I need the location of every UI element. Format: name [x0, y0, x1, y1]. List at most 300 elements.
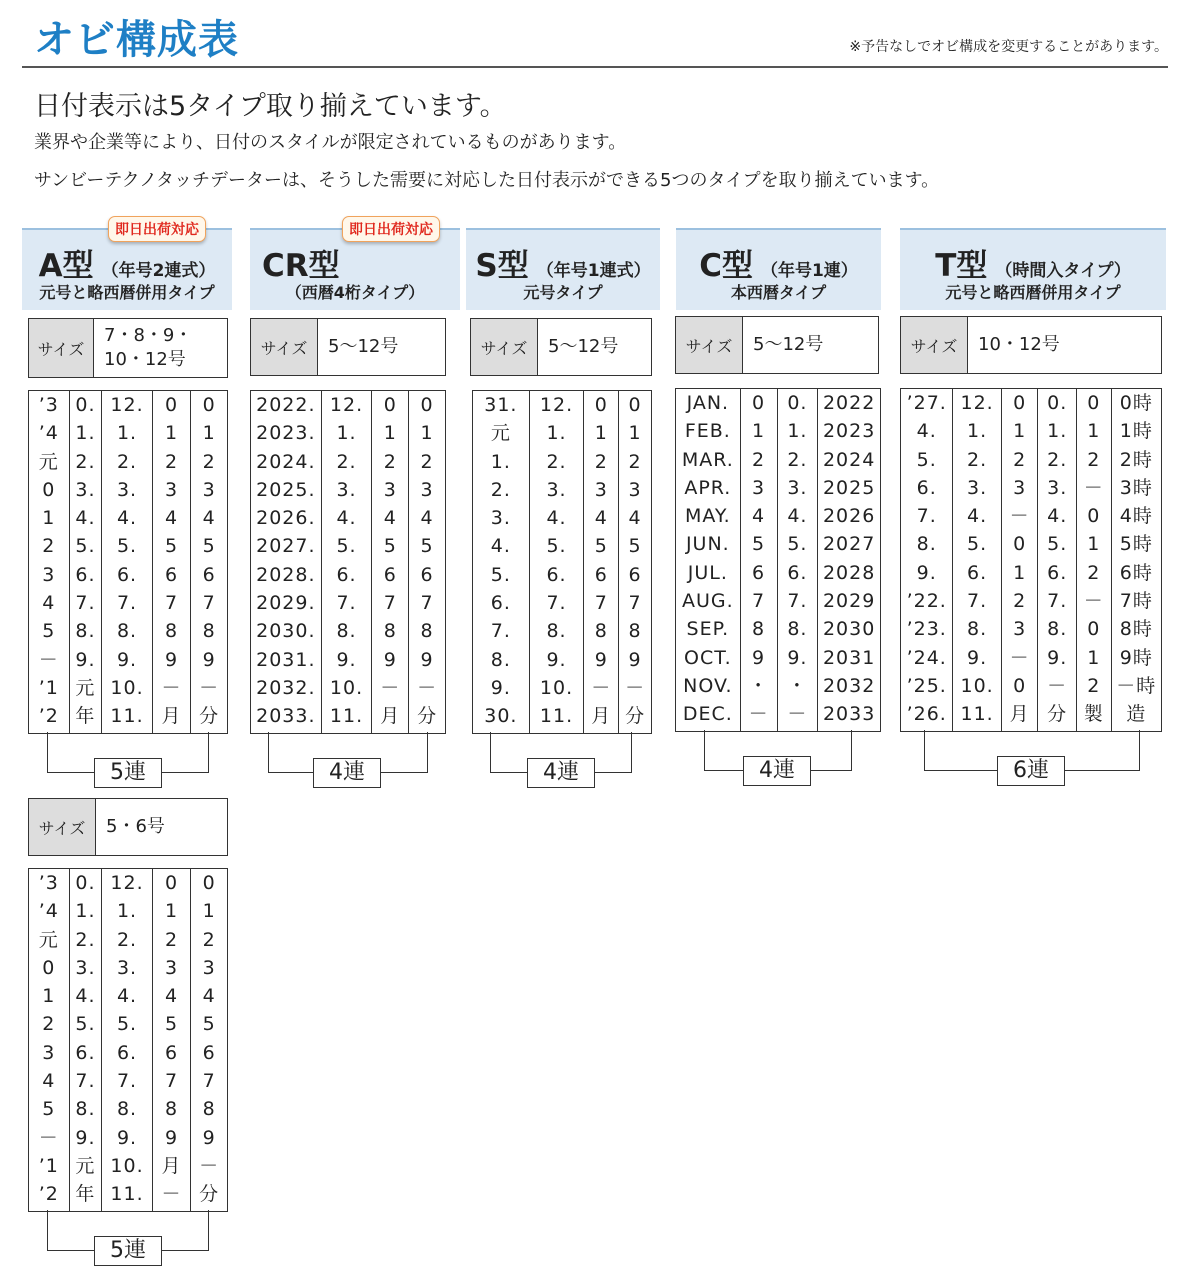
- band-cell: 8時: [1119, 618, 1153, 641]
- band-column: [778, 389, 819, 731]
- band-cell: 7.: [336, 592, 357, 615]
- band-cell: 9.: [75, 1126, 96, 1149]
- band-cell: 4.: [75, 985, 96, 1008]
- band-column: [584, 391, 619, 733]
- band-cell: 8: [202, 1098, 216, 1121]
- band-cell: 10.: [110, 676, 144, 699]
- band-cell: 9.: [546, 648, 567, 671]
- band-cell: 3: [1013, 476, 1027, 499]
- band-cell: 1: [1013, 561, 1027, 584]
- band-cell: 6: [165, 1041, 179, 1064]
- band-cell: 4: [383, 507, 397, 530]
- description-line-2: サンビーテクノタッチデーターは、そうした需要に対応した日付表示ができる5つのタイプを取り揃えています。: [34, 170, 940, 191]
- band-cell: 0: [165, 394, 179, 416]
- band-cell: 6時: [1119, 561, 1153, 584]
- size-label: サイズ: [901, 317, 968, 373]
- type-name: S型: [475, 248, 529, 284]
- band-cell: ’3: [38, 872, 59, 894]
- band-cell: 5.: [75, 1013, 96, 1036]
- band-column: [619, 391, 651, 733]
- band-cell: 3: [594, 478, 608, 501]
- band-cell: 8.: [1047, 618, 1068, 641]
- band-cell: 5.: [336, 535, 357, 558]
- band-cell: 6.: [1047, 561, 1068, 584]
- band-cell: 元: [490, 422, 511, 445]
- band-column: [409, 391, 445, 733]
- type-name: T型: [935, 248, 988, 284]
- band-cell: 0: [383, 394, 397, 416]
- band-cell: ’1: [38, 676, 59, 699]
- band-cell: 0.: [75, 872, 96, 894]
- band-cell: 月: [161, 1154, 182, 1177]
- band-cell: 4: [42, 592, 56, 615]
- band-cell: 2: [594, 450, 608, 473]
- band-cell: 9.: [916, 561, 937, 584]
- band-cell: 2.: [116, 928, 138, 951]
- type-subtitle: 元号と略西暦併用タイプ: [945, 283, 1121, 302]
- size-value: 5・6号: [106, 816, 165, 837]
- band-column: [251, 391, 322, 733]
- band-cell: 0.: [1047, 392, 1068, 414]
- band-cell: 6: [628, 563, 642, 586]
- band-cell: 9: [202, 648, 216, 671]
- band-table-cr: [250, 390, 446, 734]
- band-column: [29, 391, 70, 733]
- band-cell: －: [38, 1126, 59, 1149]
- band-cell: 2: [1087, 674, 1101, 697]
- band-cell: －: [1009, 646, 1030, 669]
- band-cell: 元: [75, 676, 96, 699]
- band-cell: 8: [165, 1098, 179, 1121]
- band-cell: 8: [628, 620, 642, 643]
- band-column: [372, 391, 409, 733]
- band-cell: 2.: [787, 448, 808, 471]
- band-cell: 4.: [916, 420, 937, 443]
- band-cell: 0.: [75, 394, 96, 416]
- band-cell: 10.: [539, 676, 574, 699]
- band-cell: ’25.: [906, 674, 947, 697]
- band-cell: ’2: [38, 705, 59, 728]
- page-title: オビ構成表: [34, 17, 239, 63]
- band-cell: －: [199, 1154, 220, 1177]
- chain-count-a: 5連: [94, 758, 162, 788]
- band-cell: 0.: [787, 392, 808, 414]
- type-subtitle: （西暦4桁タイプ）: [285, 283, 425, 302]
- band-column: [102, 869, 152, 1211]
- band-table-a-small: [28, 868, 228, 1212]
- band-cell: 3.: [116, 478, 138, 501]
- band-column: [818, 389, 880, 731]
- band-cell: 月: [161, 705, 182, 728]
- band-cell: 6.: [116, 563, 138, 586]
- band-cell: 1: [1087, 533, 1101, 556]
- band-cell: 1時: [1119, 420, 1153, 443]
- band-cell: －: [417, 676, 438, 699]
- band-cell: MAY.: [684, 505, 731, 528]
- size-row-cr: [250, 318, 446, 376]
- band-cell: 6: [383, 563, 397, 586]
- size-value: 5～12号: [548, 336, 619, 357]
- band-cell: 4.: [75, 507, 96, 530]
- band-cell: 0: [202, 394, 216, 416]
- band-cell: 3時: [1119, 476, 1153, 499]
- band-cell: MAR.: [681, 448, 734, 471]
- band-cell: －: [38, 648, 59, 671]
- band-cell: －: [1009, 505, 1030, 528]
- band-cell: ’2: [38, 1183, 59, 1206]
- band-cell: 月: [1009, 703, 1030, 726]
- band-cell: 2: [202, 928, 216, 951]
- band-cell: 0: [1087, 618, 1101, 641]
- band-cell: 4.: [116, 507, 138, 530]
- band-cell: 12.: [110, 872, 144, 894]
- title-divider: [22, 66, 1168, 68]
- band-cell: 3.: [75, 956, 96, 979]
- band-cell: －: [1083, 590, 1104, 613]
- band-cell: 0: [1087, 392, 1101, 414]
- band-cell: －: [591, 676, 612, 699]
- band-cell: 3.: [336, 478, 357, 501]
- band-cell: 分: [199, 705, 220, 728]
- type-name: CR型: [262, 248, 340, 284]
- band-cell: 8.: [75, 620, 96, 643]
- band-cell: 1.: [967, 420, 988, 443]
- band-cell: 2024.: [256, 450, 316, 473]
- band-cell: 9: [752, 646, 766, 669]
- band-cell: 9: [165, 1126, 179, 1149]
- band-cell: ・: [748, 674, 769, 697]
- band-cell: 2022.: [256, 394, 316, 416]
- type-name: A型: [38, 248, 94, 284]
- band-cell: ’3: [38, 394, 59, 416]
- band-column: [70, 869, 103, 1211]
- size-label: サイズ: [251, 319, 318, 375]
- band-cell: 9.: [490, 676, 511, 699]
- band-cell: 5.: [967, 533, 988, 556]
- band-cell: 7: [202, 1070, 216, 1093]
- band-cell: 9: [165, 648, 179, 671]
- band-cell: 9: [628, 648, 642, 671]
- band-cell: 2025: [822, 476, 876, 499]
- band-cell: 5: [628, 535, 642, 558]
- band-cell: 1: [165, 900, 179, 923]
- band-cell: 8.: [546, 620, 567, 643]
- band-cell: 1: [383, 422, 397, 445]
- band-column: [70, 391, 103, 733]
- band-cell: 1.: [75, 422, 96, 445]
- band-cell: 2: [42, 535, 56, 558]
- band-cell: 5: [420, 535, 434, 558]
- band-cell: 5.: [546, 535, 567, 558]
- band-cell: 2.: [75, 928, 96, 951]
- band-cell: 2: [202, 450, 216, 473]
- same-day-shipping-badge-a: 即日出荷対応: [108, 216, 206, 242]
- band-cell: －: [199, 676, 220, 699]
- band-cell: 2: [165, 450, 179, 473]
- band-column: [530, 391, 585, 733]
- band-cell: 1: [42, 985, 56, 1008]
- band-column: [102, 391, 152, 733]
- lead-text: 日付表示は5タイプ取り揃えています。: [34, 91, 507, 122]
- band-cell: 分: [625, 705, 646, 728]
- band-column: [191, 391, 227, 733]
- band-cell: 3.: [1047, 476, 1068, 499]
- band-cell: 2: [752, 448, 766, 471]
- band-cell: 0: [1013, 674, 1027, 697]
- band-cell: 6.: [116, 1041, 138, 1064]
- band-cell: 2.: [75, 450, 96, 473]
- size-value: 10・12号: [978, 334, 1060, 355]
- description-line-1: 業界や企業等により、日付のスタイルが限定されているものがあります。: [34, 132, 627, 153]
- band-cell: 10.: [960, 674, 994, 697]
- band-cell: 3: [202, 956, 216, 979]
- type-subtitle: 本西暦タイプ: [730, 283, 827, 302]
- band-cell: 3.: [490, 507, 511, 530]
- band-cell: 4: [594, 507, 608, 530]
- band-cell: ’22.: [906, 590, 947, 613]
- band-cell: 6: [202, 1041, 216, 1064]
- band-cell: 3: [420, 478, 434, 501]
- band-cell: 8.: [116, 1098, 138, 1121]
- band-column: [1077, 389, 1112, 731]
- band-cell: 12.: [329, 394, 364, 416]
- band-column: [191, 869, 227, 1211]
- band-cell: 31.: [484, 394, 518, 416]
- band-cell: 6.: [490, 592, 511, 615]
- band-cell: 9時: [1119, 646, 1153, 669]
- band-cell: 1.: [546, 422, 567, 445]
- band-table-s: [472, 390, 652, 734]
- band-cell: 1.: [116, 900, 138, 923]
- band-cell: 0: [752, 392, 766, 414]
- band-cell: 2: [420, 450, 434, 473]
- band-cell: 2023.: [256, 422, 316, 445]
- size-value: 5～12号: [753, 334, 824, 355]
- band-cell: 2: [1013, 448, 1027, 471]
- band-cell: FEB.: [684, 420, 731, 443]
- band-cell: 0: [42, 478, 56, 501]
- band-cell: ・: [787, 674, 808, 697]
- band-cell: 月: [380, 705, 401, 728]
- band-cell: 1.: [787, 420, 808, 443]
- band-cell: 1.: [490, 450, 511, 473]
- size-row-a-small: [28, 798, 228, 856]
- band-cell: 0: [165, 872, 179, 894]
- band-cell: JUL.: [687, 561, 728, 584]
- band-cell: 5時: [1119, 533, 1153, 556]
- band-column: [676, 389, 741, 731]
- band-cell: 6.: [916, 476, 937, 499]
- band-cell: 2030.: [256, 620, 316, 643]
- band-cell: －: [380, 676, 401, 699]
- band-cell: 7.: [787, 590, 808, 613]
- band-cell: 2: [42, 1013, 56, 1036]
- band-column: [153, 391, 192, 733]
- band-cell: AUG.: [682, 590, 734, 613]
- type-header-s: [466, 228, 660, 310]
- band-table-c: [675, 388, 881, 732]
- band-cell: 9.: [116, 1126, 138, 1149]
- band-column: [153, 869, 192, 1211]
- band-cell: 11.: [960, 703, 994, 726]
- band-cell: 元: [38, 450, 59, 473]
- band-cell: 6: [202, 563, 216, 586]
- band-cell: 1: [752, 420, 766, 443]
- band-cell: 10.: [329, 676, 364, 699]
- size-label: サイズ: [29, 319, 94, 377]
- band-cell: 1.: [336, 422, 357, 445]
- band-cell: －時: [1116, 674, 1157, 697]
- band-cell: 分: [417, 705, 438, 728]
- band-cell: 2032.: [256, 676, 316, 699]
- band-cell: 7: [165, 1070, 179, 1093]
- band-cell: 3: [42, 563, 56, 586]
- band-cell: －: [625, 676, 646, 699]
- band-cell: 9.: [336, 648, 357, 671]
- band-cell: 2: [1087, 448, 1101, 471]
- band-cell: 2033.: [256, 705, 316, 728]
- band-cell: 0時: [1119, 392, 1153, 414]
- band-cell: 4.: [967, 505, 988, 528]
- band-cell: APR.: [684, 476, 732, 499]
- band-cell: 8: [420, 620, 434, 643]
- band-cell: 9.: [787, 646, 808, 669]
- band-cell: －: [1047, 674, 1068, 697]
- band-cell: 3.: [116, 956, 138, 979]
- band-column: [1038, 389, 1077, 731]
- band-cell: 分: [1047, 703, 1068, 726]
- band-cell: 年: [75, 1183, 96, 1206]
- band-cell: 2.: [116, 450, 138, 473]
- chain-count-c: 4連: [743, 756, 811, 786]
- band-cell: 9.: [75, 648, 96, 671]
- band-column: [1002, 389, 1039, 731]
- band-column: [953, 389, 1001, 731]
- band-cell: 2030: [822, 618, 876, 641]
- type-subtitle: 元号と略西暦併用タイプ: [39, 283, 215, 302]
- band-cell: 9: [594, 648, 608, 671]
- band-cell: 7.: [967, 590, 988, 613]
- band-cell: 6: [594, 563, 608, 586]
- band-cell: 11.: [329, 705, 364, 728]
- band-cell: 7.: [916, 505, 937, 528]
- band-cell: 分: [199, 1183, 220, 1206]
- band-cell: 6.: [336, 563, 357, 586]
- band-cell: 2: [1087, 561, 1101, 584]
- band-cell: 0: [594, 394, 608, 416]
- chain-count-t: 6連: [997, 756, 1065, 786]
- band-cell: 2027: [822, 533, 876, 556]
- band-cell: 6.: [75, 1041, 96, 1064]
- type-header-t: [900, 228, 1166, 310]
- band-cell: 2033: [822, 703, 876, 726]
- band-cell: 4時: [1119, 505, 1153, 528]
- band-cell: 9: [383, 648, 397, 671]
- band-cell: 7: [628, 592, 642, 615]
- band-cell: 9.: [116, 648, 138, 671]
- band-cell: 4.: [336, 507, 357, 530]
- band-cell: 5.: [75, 535, 96, 558]
- band-cell: 3: [202, 478, 216, 501]
- band-cell: 元: [38, 928, 59, 951]
- band-cell: 1: [1087, 646, 1101, 669]
- band-cell: 2023: [822, 420, 876, 443]
- band-cell: 2022: [822, 392, 876, 414]
- type-name: C型: [699, 248, 753, 284]
- band-cell: 5.: [787, 533, 808, 556]
- band-cell: 3: [1013, 618, 1027, 641]
- band-cell: 7.: [490, 620, 511, 643]
- band-column: [1112, 389, 1161, 731]
- band-cell: 3.: [546, 478, 567, 501]
- band-cell: 5.: [116, 535, 138, 558]
- band-cell: 7.: [75, 1070, 96, 1093]
- band-cell: 1: [165, 422, 179, 445]
- band-cell: 2.: [336, 450, 357, 473]
- band-cell: NOV.: [683, 674, 733, 697]
- band-cell: ’27.: [906, 392, 947, 414]
- band-cell: 3: [165, 956, 179, 979]
- size-row-t: [900, 316, 1162, 374]
- band-cell: 7.: [75, 592, 96, 615]
- band-cell: 2031.: [256, 648, 316, 671]
- band-cell: 4: [165, 985, 179, 1008]
- band-cell: 6: [752, 561, 766, 584]
- band-cell: 7: [383, 592, 397, 615]
- band-cell: 2: [1013, 590, 1027, 613]
- band-cell: ’26.: [906, 703, 947, 726]
- band-cell: 10.: [110, 1154, 144, 1177]
- band-cell: 6.: [967, 561, 988, 584]
- band-cell: 7: [202, 592, 216, 615]
- chain-count-a-small: 5連: [94, 1236, 162, 1266]
- band-cell: 5: [752, 533, 766, 556]
- band-cell: 造: [1126, 703, 1147, 726]
- band-cell: 5: [165, 1013, 179, 1036]
- band-cell: 2026.: [256, 507, 316, 530]
- band-cell: 6: [165, 563, 179, 586]
- band-cell: 5.: [116, 1013, 138, 1036]
- size-value: 5～12号: [328, 336, 399, 357]
- band-cell: 3.: [967, 476, 988, 499]
- band-column: [741, 389, 778, 731]
- band-cell: 4.: [546, 507, 567, 530]
- band-cell: 2026: [822, 505, 876, 528]
- band-cell: 8.: [916, 533, 937, 556]
- band-table-t: [900, 388, 1162, 732]
- band-cell: 7: [165, 592, 179, 615]
- band-cell: 4: [752, 505, 766, 528]
- band-cell: 0: [420, 394, 434, 416]
- band-cell: 3: [383, 478, 397, 501]
- band-cell: 4.: [116, 985, 138, 1008]
- band-cell: 2028.: [256, 563, 316, 586]
- band-table-a: [28, 390, 228, 734]
- band-cell: 8: [594, 620, 608, 643]
- band-cell: 7.: [116, 1070, 138, 1093]
- band-cell: 0: [1013, 533, 1027, 556]
- type-paren: （年号1連式）: [536, 261, 651, 281]
- band-cell: 6.: [75, 563, 96, 586]
- band-cell: 7時: [1119, 590, 1153, 613]
- size-value: 7・8・9・ 10・12号: [104, 325, 193, 370]
- band-cell: 1.: [116, 422, 138, 445]
- band-cell: 1: [42, 507, 56, 530]
- band-cell: 11.: [110, 1183, 144, 1206]
- band-cell: －: [1083, 476, 1104, 499]
- band-cell: －: [748, 703, 769, 726]
- band-cell: 8.: [490, 648, 511, 671]
